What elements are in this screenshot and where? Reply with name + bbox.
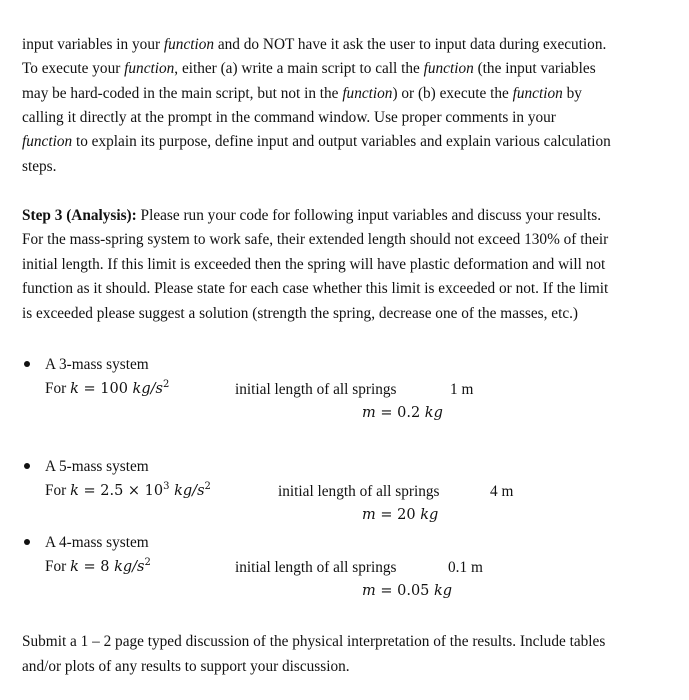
step3-line2: For the mass-spring system to work safe, their extended length should not exceed 130% of their: [22, 231, 609, 248]
k-value: For k = 100 $kg/s^2$: [45, 379, 170, 397]
para1-line1: input variables in your function and do NOT have it ask the user to input data during execution.: [22, 36, 607, 53]
case-title: A 5-mass system: [45, 458, 149, 475]
para1-line5: function to explain its purpose, define input and output variables and explain various calculation: [22, 133, 611, 150]
step3-line5: is exceeded please suggest a solution (strength the spring, decrease one of the masses, etc.): [22, 305, 579, 322]
length-label: initial length of all springs: [235, 381, 397, 398]
case-title: A 3-mass system: [45, 356, 149, 373]
m-value: m = 0.2 kg: [362, 405, 443, 421]
case-title: A 4-mass system: [45, 534, 149, 551]
para1-line3: may be hard-coded in the main script, but not in the function) or (b) execute the function by: [22, 85, 582, 102]
length-value: 1 m: [450, 381, 474, 398]
length-value: 4 m: [490, 483, 514, 500]
step3-line3: initial length. If this limit is exceeded then the spring will have plastic deformation and will not: [22, 256, 606, 273]
para1-line2: To execute your function, either (a) write a main script to call the function (the input variables: [22, 60, 596, 77]
para1-line4: calling it directly at the prompt in the command window. Use proper comments in your: [22, 109, 556, 126]
bullet-icon: [24, 361, 30, 367]
m-value: m = 20 kg: [362, 507, 439, 523]
step3-line4: function as it should. Please state for each case whether this limit is exceeded or not. If the limit: [22, 280, 609, 297]
closing-line1: Submit a 1 – 2 page typed discussion of the physical interpretation of the results. Include tables: [22, 633, 606, 650]
k-value: For k = 8 $kg/s^2$: [45, 557, 151, 575]
closing-line2: and/or plots of any results to support your discussion.: [22, 658, 350, 675]
length-label: initial length of all springs: [278, 483, 440, 500]
bullet-icon: [24, 463, 30, 469]
length-label: initial length of all springs: [235, 559, 397, 576]
step3-line1: Step 3 (Analysis): Please run your code for following input variables and discuss your results.: [22, 207, 602, 224]
para1-line6: steps.: [22, 158, 57, 175]
m-value: m = 0.05 kg: [362, 583, 453, 599]
length-value: 0.1 m: [448, 559, 483, 576]
k-value: For $k = 2.5 \times 10^3$ $kg/s^2$: [45, 481, 211, 499]
step3-heading: Step 3 (Analysis):: [22, 207, 137, 224]
bullet-icon: [24, 539, 30, 545]
